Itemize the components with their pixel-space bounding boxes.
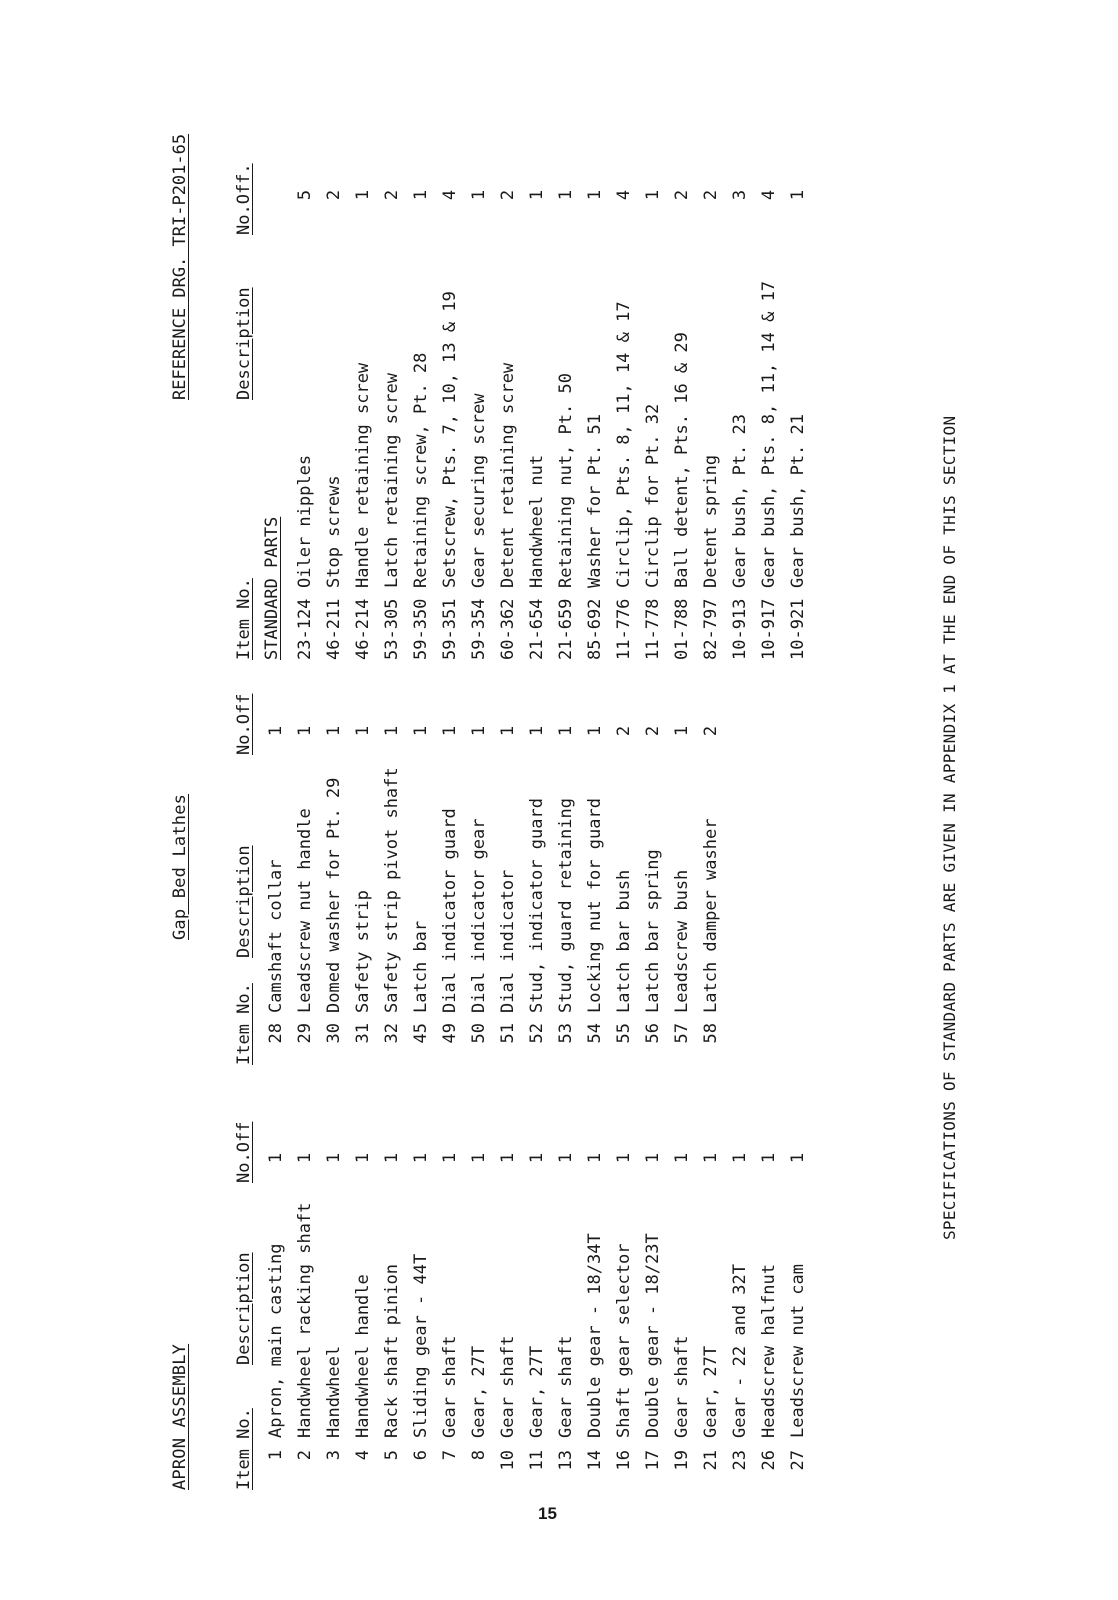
item-description: Circlip for Pt. 32 xyxy=(643,403,663,588)
col-head-description-2: Description xyxy=(234,845,254,958)
table-row xyxy=(349,1130,378,1490)
table-row xyxy=(378,140,407,660)
table-row xyxy=(465,705,494,1065)
table-row xyxy=(320,1130,349,1490)
item-quantity: 1 xyxy=(701,1152,721,1164)
table-row xyxy=(523,140,552,660)
item-number: 11 xyxy=(527,1450,547,1471)
table-row xyxy=(494,1130,523,1490)
item-number: 50 xyxy=(469,1023,489,1044)
item-number: 26 xyxy=(759,1450,779,1471)
table-row xyxy=(639,705,668,1065)
item-description: Gear bush, Pt. 21 xyxy=(788,414,808,588)
item-number: 17 xyxy=(643,1450,663,1471)
item-description: Detent spring xyxy=(701,454,721,588)
item-number: 6 xyxy=(411,1450,431,1461)
item-quantity: 1 xyxy=(324,1152,344,1164)
table-row xyxy=(755,140,784,660)
table-row xyxy=(784,1130,813,1490)
item-number: 14 xyxy=(585,1450,605,1471)
item-number: 4 xyxy=(353,1450,373,1461)
item-description: Dial indicator gear xyxy=(469,818,489,1013)
item-number: 21 xyxy=(701,1450,721,1471)
item-description: Stop screws xyxy=(324,475,344,588)
table-row xyxy=(697,1130,726,1490)
item-number: 28 xyxy=(266,1023,286,1044)
table-row xyxy=(436,140,465,660)
item-quantity: 2 xyxy=(701,725,721,737)
item-quantity: 4 xyxy=(614,189,634,201)
item-description: Gear shaft xyxy=(672,1335,692,1438)
item-number: 49 xyxy=(440,1023,460,1044)
item-number: 2 xyxy=(295,1450,315,1461)
col-head-item-no-1: Item No. xyxy=(234,1408,254,1490)
item-description: Retaining screw, Pt. 28 xyxy=(411,352,431,588)
item-number: 30 xyxy=(324,1023,344,1044)
item-description: Leadscrew nut cam xyxy=(788,1264,808,1438)
table-row xyxy=(262,1130,291,1490)
table-row xyxy=(349,140,378,660)
table-row xyxy=(436,1130,465,1490)
item-number: 1 xyxy=(266,1450,286,1461)
item-description: Handwheel xyxy=(324,1345,344,1438)
table-row xyxy=(291,140,320,660)
table-row xyxy=(784,140,813,660)
item-quantity: 1 xyxy=(527,1152,547,1164)
footer-note: SPECIFICATIONS OF STANDARD PARTS ARE GIVEN IN APPENDIX 1 AT THE END OF THIS SECTION xyxy=(940,415,959,1240)
item-quantity: 1 xyxy=(788,1152,808,1164)
item-description: Double gear - 18/34T xyxy=(585,1233,605,1438)
item-number: 21-659 xyxy=(556,598,576,660)
item-description: Gear, 27T xyxy=(469,1345,489,1438)
item-description: Handwheel handle xyxy=(353,1274,373,1438)
table-row xyxy=(552,705,581,1065)
item-description: Gear bush, Pts. 8, 11, 14 & 17 xyxy=(759,280,779,588)
item-number: 16 xyxy=(614,1450,634,1471)
item-quantity: 1 xyxy=(556,189,576,201)
item-quantity: 1 xyxy=(353,1152,373,1164)
item-number: 8 xyxy=(469,1450,489,1461)
item-number: 5 xyxy=(382,1450,402,1461)
table-row xyxy=(465,140,494,660)
item-description: Latch bar bush xyxy=(614,869,634,1013)
item-quantity: 1 xyxy=(788,189,808,201)
item-quantity: 1 xyxy=(643,189,663,201)
item-quantity: 5 xyxy=(295,189,315,201)
table-row xyxy=(465,1130,494,1490)
col-head-item-no-2: Item No. xyxy=(234,983,254,1065)
item-number: 46-214 xyxy=(353,598,373,660)
item-number: 27 xyxy=(788,1450,808,1471)
item-quantity: 1 xyxy=(556,725,576,737)
table-row xyxy=(320,705,349,1065)
item-quantity: 1 xyxy=(411,1152,431,1164)
item-quantity: 1 xyxy=(440,725,460,737)
page-number: 15 xyxy=(538,1504,557,1523)
table-row xyxy=(378,1130,407,1490)
item-quantity: 1 xyxy=(585,1152,605,1164)
item-quantity: 2 xyxy=(324,189,344,201)
item-description: Leadscrew bush xyxy=(672,869,692,1013)
item-quantity: 2 xyxy=(643,725,663,737)
item-description: Latch damper washer xyxy=(701,818,721,1013)
item-description: Detent retaining screw xyxy=(498,362,518,588)
table-row xyxy=(552,1130,581,1490)
table-row xyxy=(291,705,320,1065)
item-description: Gear shaft xyxy=(498,1335,518,1438)
item-number: 46-211 xyxy=(324,598,344,660)
item-number: 57 xyxy=(672,1023,692,1044)
table-row xyxy=(639,1130,668,1490)
item-quantity: 1 xyxy=(672,1152,692,1164)
table-row xyxy=(581,705,610,1065)
item-description: Gear - 22 and 32T xyxy=(730,1264,750,1438)
table-row xyxy=(407,705,436,1065)
table-row xyxy=(726,1130,755,1490)
item-number: 32 xyxy=(382,1023,402,1044)
table-row xyxy=(407,140,436,660)
item-quantity: 1 xyxy=(469,1152,489,1164)
parts-table-1 xyxy=(262,1130,813,1490)
item-description: Leadscrew nut handle xyxy=(295,808,315,1013)
item-number: 3 xyxy=(324,1450,344,1461)
item-quantity: 2 xyxy=(498,189,518,201)
table-row xyxy=(494,140,523,660)
item-number: 31 xyxy=(353,1023,373,1044)
item-description: Stud, guard retaining xyxy=(556,798,576,1013)
item-quantity: 1 xyxy=(411,189,431,201)
item-quantity: 1 xyxy=(266,725,286,737)
item-description: Apron, main casting xyxy=(266,1243,286,1438)
item-description: Gear securing screw xyxy=(469,393,489,588)
item-quantity: 1 xyxy=(585,189,605,201)
item-quantity: 2 xyxy=(672,189,692,201)
item-description: Setscrew, Pts. 7, 10, 13 & 19 xyxy=(440,291,460,588)
table-row xyxy=(610,1130,639,1490)
table-row xyxy=(697,705,726,1065)
table-row xyxy=(668,140,697,660)
parts-table-2 xyxy=(262,705,726,1065)
item-description: Locking nut for guard xyxy=(585,798,605,1013)
item-quantity: 1 xyxy=(295,725,315,737)
item-number: 55 xyxy=(614,1023,634,1044)
item-quantity: 2 xyxy=(614,725,634,737)
table-row xyxy=(407,1130,436,1490)
item-quantity: 1 xyxy=(527,189,547,201)
table-row xyxy=(262,705,291,1065)
item-number: 29 xyxy=(295,1023,315,1044)
item-quantity: 1 xyxy=(672,725,692,737)
item-number: 13 xyxy=(556,1450,576,1471)
item-description: Dial indicator xyxy=(498,869,518,1013)
item-number: 52 xyxy=(527,1023,547,1044)
item-quantity: 4 xyxy=(440,189,460,201)
table-row xyxy=(581,1130,610,1490)
table-row xyxy=(610,140,639,660)
item-quantity: 1 xyxy=(730,1152,750,1164)
item-description: Gear shaft xyxy=(440,1335,460,1438)
item-description: Safety strip pivot shaft xyxy=(382,767,402,1013)
item-quantity: 4 xyxy=(759,189,779,201)
item-quantity: 1 xyxy=(295,1152,315,1164)
item-description: Dial indicator guard xyxy=(440,808,460,1013)
item-quantity: 1 xyxy=(382,725,402,737)
table-row xyxy=(436,705,465,1065)
item-quantity: 1 xyxy=(759,1152,779,1164)
col-head-no-off-3: No.Off. xyxy=(234,163,254,235)
rotated-page-content xyxy=(170,0,959,1490)
item-description: Gear, 27T xyxy=(701,1345,721,1438)
item-quantity: 1 xyxy=(324,725,344,737)
table-row xyxy=(523,1130,552,1490)
table-row xyxy=(668,1130,697,1490)
item-quantity: 1 xyxy=(469,189,489,201)
item-number: 56 xyxy=(643,1023,663,1044)
item-description: Washer for Pt. 51 xyxy=(585,414,605,588)
table-row xyxy=(349,705,378,1065)
item-number: 23 xyxy=(730,1450,750,1471)
item-number: 59-354 xyxy=(469,598,489,660)
item-description: Sliding gear - 44T xyxy=(411,1253,431,1438)
item-number: 82-797 xyxy=(701,598,721,660)
item-number: 53 xyxy=(556,1023,576,1044)
item-quantity: 1 xyxy=(266,1152,286,1164)
reference-drawing: REFERENCE DRG. TRI-P201-65 xyxy=(170,133,190,400)
item-number: 7 xyxy=(440,1450,460,1461)
item-number: 11-776 xyxy=(614,598,634,660)
table-row xyxy=(552,140,581,660)
item-quantity: 1 xyxy=(643,1152,663,1164)
item-description: Gear bush, Pt. 23 xyxy=(730,414,750,588)
table-row xyxy=(320,140,349,660)
item-number: 60-362 xyxy=(498,598,518,660)
item-description: Double gear - 18/23T xyxy=(643,1233,663,1438)
table-row xyxy=(523,705,552,1065)
item-quantity: 1 xyxy=(527,725,547,737)
table-row xyxy=(639,140,668,660)
item-number: 45 xyxy=(411,1023,431,1044)
item-quantity: 1 xyxy=(353,189,373,201)
item-description: Circlip, Pts. 8, 11, 14 & 17 xyxy=(614,301,634,588)
item-number: 10-921 xyxy=(788,598,808,660)
table-row xyxy=(755,1130,784,1490)
item-description: Latch bar spring xyxy=(643,849,663,1013)
item-description: Safety strip xyxy=(353,890,373,1013)
col-head-description-3: Description xyxy=(234,287,254,400)
item-description: Gear shaft xyxy=(556,1335,576,1438)
item-quantity: 1 xyxy=(440,1152,460,1164)
item-description: Handwheel nut xyxy=(527,454,547,588)
col-head-description-1: Description xyxy=(234,1252,254,1365)
standard-parts-table xyxy=(291,140,813,660)
item-number: 11-778 xyxy=(643,598,663,660)
item-description: Shaft gear selector xyxy=(614,1243,634,1438)
item-quantity: 1 xyxy=(353,725,373,737)
item-description: Domed washer for Pt. 29 xyxy=(324,777,344,1013)
item-number: 19 xyxy=(672,1450,692,1471)
item-number: 53-305 xyxy=(382,598,402,660)
item-number: 01-788 xyxy=(672,598,692,660)
item-quantity: 1 xyxy=(498,725,518,737)
item-quantity: 1 xyxy=(498,1152,518,1164)
table-row xyxy=(668,705,697,1065)
item-description: Handwheel racking shaft xyxy=(295,1202,315,1438)
item-number: 58 xyxy=(701,1023,721,1044)
col-head-no-off-2: No.Off xyxy=(234,693,254,755)
table-row xyxy=(726,140,755,660)
section-title-gap-bed-lathes: Gap Bed Lathes xyxy=(170,793,190,940)
item-quantity: 2 xyxy=(382,189,402,201)
table-row xyxy=(697,140,726,660)
table-row xyxy=(581,140,610,660)
standard-parts-heading: STANDARD PARTS xyxy=(262,516,282,660)
item-number: 85-692 xyxy=(585,598,605,660)
col-head-no-off-1: No.Off xyxy=(234,1121,254,1183)
table-row xyxy=(378,705,407,1065)
item-description: Latch bar xyxy=(411,920,431,1013)
item-number: 10-913 xyxy=(730,598,750,660)
item-number: 10 xyxy=(498,1450,518,1471)
item-description: Latch retaining screw xyxy=(382,373,402,588)
table-row xyxy=(494,705,523,1065)
item-quantity: 1 xyxy=(556,1152,576,1164)
item-quantity: 1 xyxy=(469,725,489,737)
item-number: 51 xyxy=(498,1023,518,1044)
table-row xyxy=(291,1130,320,1490)
item-description: Gear, 27T xyxy=(527,1345,547,1438)
item-quantity: 3 xyxy=(730,189,750,201)
item-number: 10-917 xyxy=(759,598,779,660)
col-head-item-no-3: Item No. xyxy=(234,578,254,660)
item-number: 59-351 xyxy=(440,598,460,660)
item-description: Stud, indicator guard xyxy=(527,798,547,1013)
item-description: Retaining nut, Pt. 50 xyxy=(556,373,576,588)
item-description: Rack shaft pinion xyxy=(382,1264,402,1438)
item-description: Handle retaining screw xyxy=(353,362,373,588)
table-row xyxy=(610,705,639,1065)
item-quantity: 1 xyxy=(585,725,605,737)
item-number: 23-124 xyxy=(295,598,315,660)
item-description: Ball detent, Pts. 16 & 29 xyxy=(672,332,692,588)
item-description: Camshaft collar xyxy=(266,859,286,1013)
item-description: Headscrew halfnut xyxy=(759,1264,779,1438)
item-quantity: 1 xyxy=(382,1152,402,1164)
section-title-apron-assembly: APRON ASSEMBLY xyxy=(170,1343,190,1490)
item-number: 59-350 xyxy=(411,598,431,660)
item-quantity: 2 xyxy=(701,189,721,201)
item-number: 21-654 xyxy=(527,598,547,660)
item-quantity: 1 xyxy=(614,1152,634,1164)
item-quantity: 1 xyxy=(411,725,431,737)
item-number: 54 xyxy=(585,1023,605,1044)
item-description: Oiler nipples xyxy=(295,454,315,588)
